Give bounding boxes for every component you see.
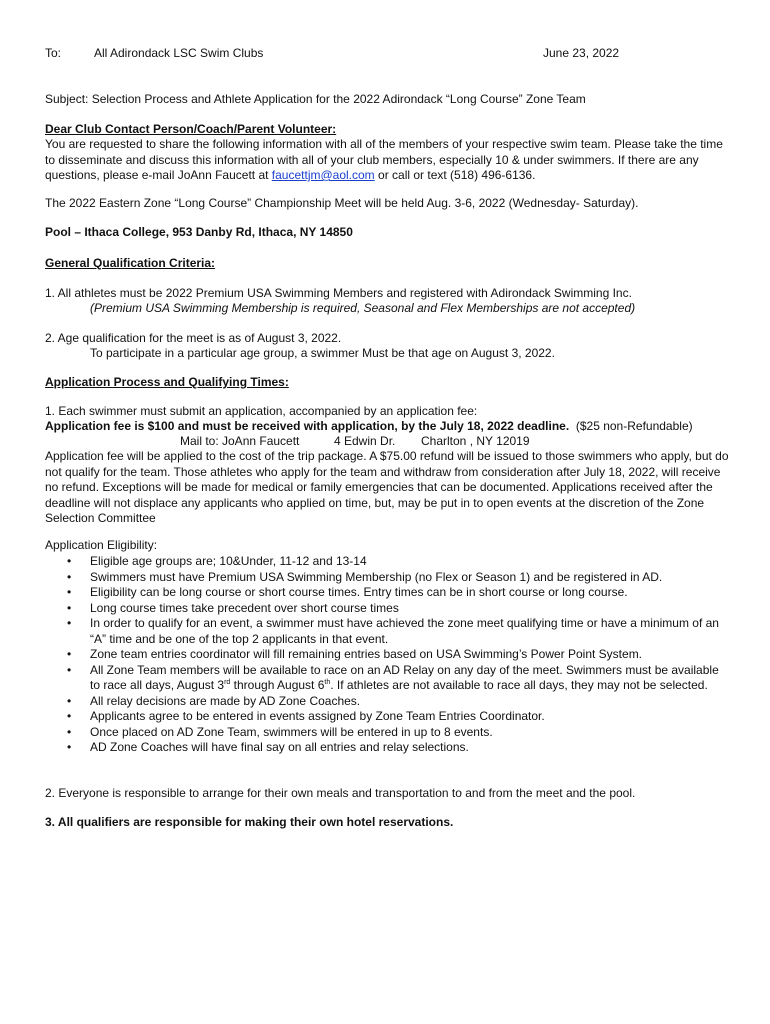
list-item: • Long course times take precedent over short course times	[67, 600, 399, 615]
list-item: • AD Zone Coaches will have final say on all entries and relay selections.	[67, 740, 469, 754]
list-item: • In order to qualify for an event, a swimmer must have achieved the zone meet qualifying time or have a minimum of an “A” time and be one of the top 2 applicants in that event.	[67, 616, 719, 646]
list-item: • Eligibility can be long course or short course times. Entry times can be in short course or long course.	[67, 585, 628, 599]
application-item-1: 1. Each swimmer must submit an application, accompanied by an application fee:	[45, 404, 478, 418]
bullet-icon: •	[67, 662, 72, 677]
application-fee	[45, 419, 693, 435]
bullet-icon: •	[67, 569, 72, 584]
bullet-icon: •	[67, 693, 72, 708]
closing-item-2: 2. Everyone is responsible to arrange for their own meals and transportation to and from the meet and the pool.	[45, 786, 636, 800]
application-fee-bold: Application fee is $100 and must be received with application, by the July 18, 2022 deadline.	[45, 419, 570, 433]
email-link[interactable]: faucettjm@aol.com	[271, 168, 375, 182]
bullet-icon: •	[67, 585, 72, 599]
bullet-icon: •	[67, 616, 72, 630]
greeting: Dear Club Contact Person/Coach/Parent Volunteer:	[45, 122, 337, 136]
mail-label: Mail to: JoAnn Faucett	[180, 434, 300, 448]
bullet-icon: •	[67, 647, 72, 661]
list-item: • Swimmers must have Premium USA Swimming Membership (no Flex or Season 1) and be registered in AD.	[67, 569, 663, 584]
bullet-icon: •	[67, 554, 72, 568]
list-item: • All relay decisions are made by AD Zone Coaches.	[67, 693, 361, 708]
qualification-item-1: 1. All athletes must be 2022 Premium USA Swimming Members and registered with Adirondack Swimming Inc.	[45, 286, 632, 300]
qualification-heading: General Qualification Criteria:	[45, 256, 216, 270]
to-recipients: All Adirondack LSC Swim Clubs	[94, 46, 264, 60]
list-item: • Once placed on AD Zone Team, swimmers will be entered in up to 8 events.	[67, 724, 493, 739]
qualification-item-2-note: To participate in a particular age group, a swimmer Must be that age on August 3, 2022.	[90, 346, 555, 360]
qualification-item-1-note: (Premium USA Swimming Membership is required, Seasonal and Flex Memberships are not accepted)	[90, 301, 636, 315]
eligibility-list	[45, 554, 729, 756]
intro-text: You are requested to share the following information with all of the members of your respective swim team. Please take the time to disseminate and discuss this information with all of your club members, especially 10 & under swimmers. If there are any questions, please e-mail JoAnn Faucett at	[45, 137, 723, 182]
closing-item-3: 3. All qualifiers are responsible for making their own hotel reservations.	[45, 815, 454, 829]
mail-city: Charlton , NY 12019	[421, 434, 530, 448]
list-item: • Eligible age groups are; 10&Under, 11-12 and 13-14	[67, 554, 367, 568]
list-item: • All Zone Team members will be available to race on an AD Relay on any day of the meet. Swimmers must be available to race all days, August 3rd through August 6th. If athletes are not available to race all days, they may not be selected.	[67, 662, 719, 692]
bullet-icon: •	[67, 709, 72, 723]
letter-date: June 23, 2022	[543, 46, 620, 60]
list-item: • Applicants agree to be entered in events assigned by Zone Team Entries Coordinator.	[67, 709, 545, 723]
meet-info: The 2022 Eastern Zone “Long Course” Championship Meet will be held Aug. 3-6, 2022 (Wednesday- Saturday).	[45, 196, 639, 210]
application-fee-note: ($25 non-Refundable)	[575, 419, 693, 433]
bullet-icon: •	[67, 600, 72, 615]
mail-street: 4 Edwin Dr.	[334, 434, 396, 448]
intro-paragraph	[45, 137, 735, 184]
subject-line: Subject: Selection Process and Athlete Application for the 2022 Adirondack “Long Course” Zone Team	[45, 92, 586, 106]
application-heading: Application Process and Qualifying Times:	[45, 375, 289, 389]
bullet-icon: •	[67, 724, 72, 739]
qualification-item-2: 2. Age qualification for the meet is as of August 3, 2022.	[45, 331, 342, 345]
list-item: • Zone team entries coordinator will fill remaining entries based on USA Swimming’s Power Point System.	[67, 647, 643, 661]
eligibility-heading: Application Eligibility:	[45, 538, 158, 552]
to-label: To:	[45, 46, 62, 60]
intro-text-end: or call or text (518) 496-6136.	[374, 168, 536, 182]
refund-paragraph: Application fee will be applied to the cost of the trip package. A $75.00 refund will be issued to those swimmers who apply, but do not qualify for the team. Those athletes who apply for the team and withdraw from consideration after July 18, 2022, will receive no refund. Exceptions will be made for medical or family emergencies that can be documented. Applications received after the deadline will not displace any applicants who applied on time, but, may be put in to open events at the discretion of the Zone Selection Committee	[45, 449, 729, 525]
pool-location: Pool – Ithaca College, 953 Danby Rd, Ithaca, NY 14850	[45, 225, 353, 239]
bullet-icon: •	[67, 740, 72, 754]
